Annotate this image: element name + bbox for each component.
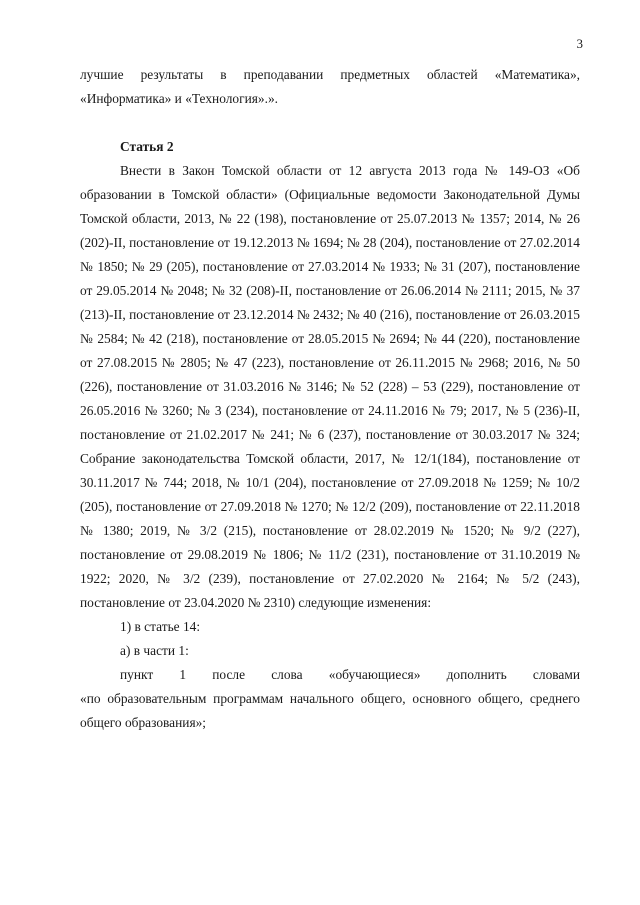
item-a: а) в части 1: [120,643,189,658]
item-1: 1) в статье 14: [120,619,201,634]
page-number: 3 [576,36,583,51]
point-line-2: «по образовательным программам начального общего, основного общего, среднего общего образования»; [80,691,580,730]
article-heading: Статья 2 [120,139,174,154]
point-line-1: пункт 1 после слова «обучающиеся» дополнить словами [120,667,580,682]
article-main-paragraph: Внести в Закон Томской области от 12 августа 2013 года № 149-ОЗ «Об образовании в Томской области» (Официальные ведомости Законодательной Думы Томской области, 2013, № 22 (198), постановление от 25.07.2013 № 1357; 2014, № 26 (202)-II, постановление от 19.12.2013 № 1694; № 28 (204), постановление от 27.02.2014 № 1850; № 29 (205), постановление от 27.03.2014 № 1933; № 31 (207), постановление от 29.05.2014 № 2048; № 32 (208)-II, постановление от 26.06.2014 № 2111; 2015, № 37 (213)-II, постановление от 23.12.2014 № 2432; № 40 (216), постановление от 26.03.2015 № 2584; № 42 (218), постановление от 28.05.2015 № 2694; № 44 (220), постановление от 27.08.2015 № 2805; № 47 (223), постановление от 26.11.2015 № 2968; 2016, № 50 (226), постановление от 31.03.2016 № 3146; № 52 (228) – 53 (229), постановление от 26.05.2016 № 3260; № 3 (234), постановление от 24.11.2016 № 79; 2017, № 5 (236)-II, постановление от 21.02.2017 № 241; № 6 (237), постановление от 30.03.2017 № 324; Собрание законодательства Томской области, 2017, № 12/1(184), постановление от 30.11.2017 № 744; 2018, № 10/1 (204), постановление от 27.09.2018 № 1259; № 10/2 (205), постановление от 27.09.2018 № 1270; № 12/2 (209), постановление от 22.11.2018 № 1380; 2019, № 3/2 (215), постановление от 28.02.2019 № 1520; № 9/2 (227), постановление от 29.08.2019 № 1806; № 11/2 (231), постановление от 31.10.2019 № 1922; 2020, № 3/2 (239), постановление от 27.02.2020 № 2164; № 5/2 (243), постановление от 23.04.2020 № 2310) следующие изменения: [80,163,580,610]
intro-paragraph: лучшие результаты в преподавании предметных областей «Математика», «Информатика» и «Технология».». [80,67,580,106]
document-body [80,63,580,735]
